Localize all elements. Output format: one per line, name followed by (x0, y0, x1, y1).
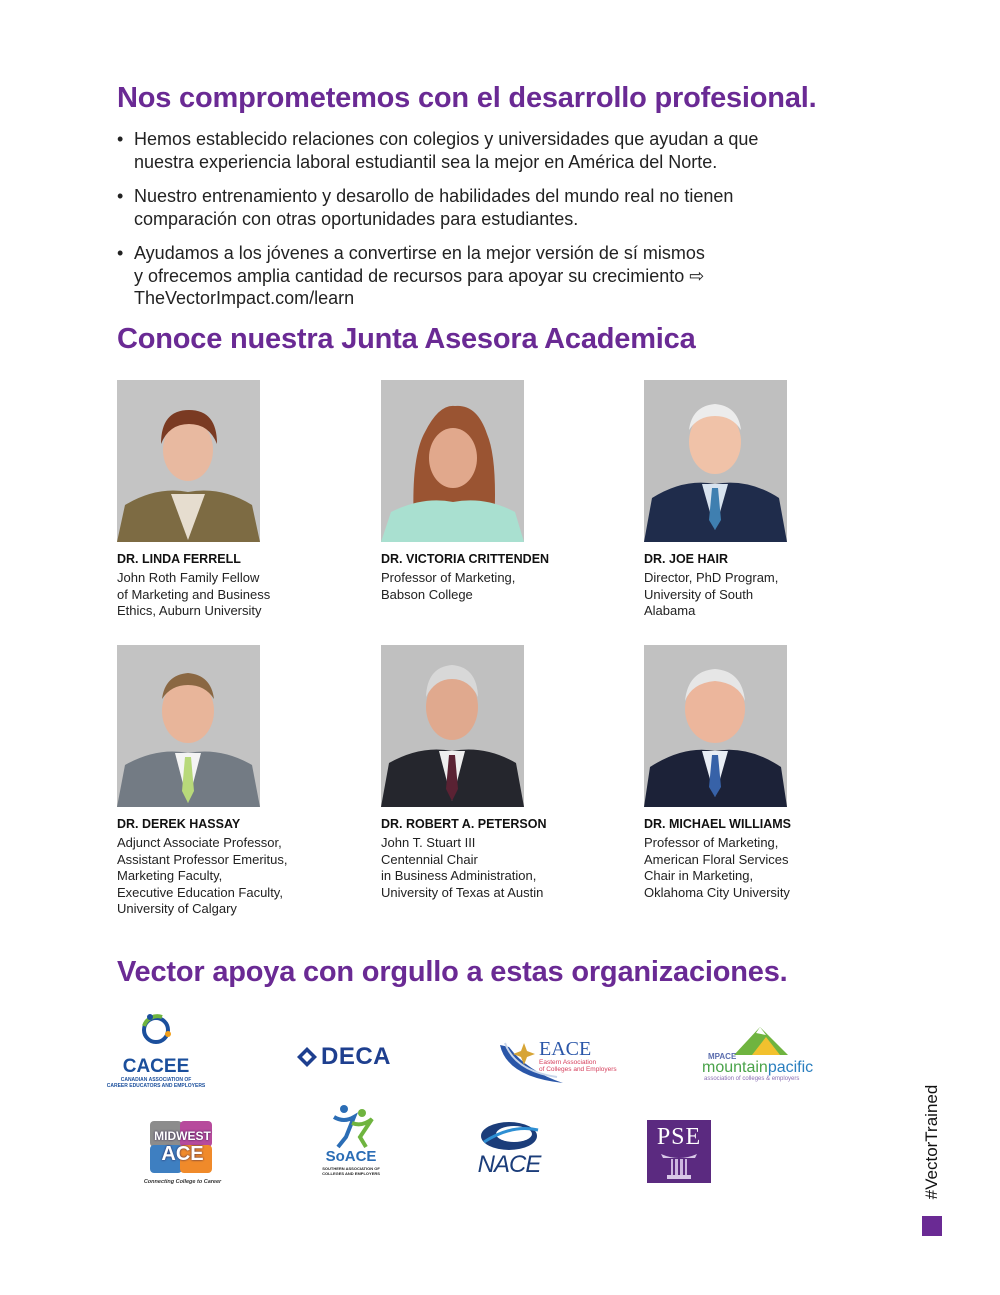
member-name: DR. JOE HAIR (644, 552, 729, 566)
deca-name: DECA (321, 1043, 392, 1070)
member-title (117, 570, 317, 620)
title-line: Oklahoma City University (644, 884, 790, 900)
eace-tagline (539, 1059, 617, 1073)
nace-logo (472, 1118, 546, 1178)
member-title (381, 570, 581, 603)
orgs-heading: Vector apoya con orgullo a estas organizaciones. (117, 956, 788, 988)
title-line: Professor of Marketing, (644, 835, 779, 850)
tagline-line: CAREER EDUCATORS AND EMPLOYERS (106, 1083, 206, 1089)
tagline-line: SOUTHERN ASSOCIATION OF (322, 1166, 380, 1171)
title-line: Centennial Chair (381, 851, 478, 867)
eace-logo (497, 1037, 623, 1087)
list-item (117, 128, 877, 173)
hashtag-text: #VectorTrained (922, 1084, 941, 1200)
title-line: in Business Administration, (381, 868, 537, 883)
mpace-abbr: MPACE (708, 1052, 737, 1061)
midwest-ace-logo (140, 1115, 225, 1191)
bullet-line: y ofrecemos amplia cantidad de recursos para apoyar su crecimiento ⇨ (134, 265, 705, 286)
learn-link[interactable]: TheVectorImpact.com/learn (134, 288, 355, 308)
title-line: Alabama (644, 603, 696, 618)
midwest-ace-text: ACE (161, 1143, 204, 1165)
title-line: Professor of Marketing, (381, 570, 516, 585)
bullet-line: • Nuestro entrenamiento y desarollo de habilidades del mundo real no tienen (134, 186, 734, 206)
column-icon (647, 1152, 711, 1182)
board-heading: Conoce nuestra Junta Asesora Academica (117, 323, 696, 355)
tagline-line: CANADIAN ASSOCIATION OF (120, 1077, 192, 1083)
eace-name: EACE (539, 1038, 592, 1060)
soace-name (320, 1149, 382, 1165)
member-photo (117, 380, 260, 542)
board-member (117, 380, 317, 620)
title-line: Executive Education Faculty, (117, 884, 283, 900)
cacee-logo (104, 1012, 208, 1092)
member-photo (644, 645, 787, 807)
member-name: DR. DEREK HASSAY (117, 817, 241, 831)
member-photo (381, 645, 524, 807)
hashtag-square (922, 1216, 942, 1236)
member-name: DR. MICHAEL WILLIAMS (644, 817, 791, 831)
cacee-emblem-icon (104, 1012, 208, 1052)
mpace-tagline: association of colleges & employers (704, 1076, 800, 1082)
member-photo (381, 380, 524, 542)
member-title (381, 835, 581, 901)
nace-name: NACE (477, 1151, 541, 1178)
member-title (644, 835, 844, 901)
title-line: University of South (644, 586, 754, 602)
title-line: Director, PhD Program, (644, 570, 779, 585)
member-photo (644, 380, 787, 542)
bullet-line: • Ayudamos a los jóvenes a convertirse en la mejor versión de sí mismos (134, 243, 705, 263)
cacee-tagline (104, 1077, 208, 1089)
title-line: University of Texas at Austin (381, 884, 544, 900)
tagline-line: Eastern Association (539, 1059, 597, 1066)
commitment-list (117, 128, 877, 322)
list-item (117, 185, 877, 230)
mpace-name-part: pacific (767, 1059, 814, 1076)
title-line: Babson College (381, 586, 473, 602)
member-photo (117, 645, 260, 807)
midwest-name: MIDWEST (154, 1129, 211, 1143)
title-line: University of Calgary (117, 901, 237, 916)
list-item (117, 242, 877, 310)
soace-tagline (320, 1166, 382, 1176)
board-member (117, 645, 317, 918)
deca-diamond-icon (296, 1046, 318, 1068)
nace-swirl-icon (472, 1118, 546, 1152)
pse-logo (647, 1120, 711, 1183)
tagline-line: COLLEGES AND EMPLOYERS (322, 1171, 380, 1176)
tagline-line: of Colleges and Employers (539, 1066, 617, 1073)
title-line: Ethics, Auburn University (117, 603, 262, 618)
board-member (644, 645, 844, 901)
midwest-tagline: Connecting College to Career (143, 1179, 222, 1185)
title-line: Adjunct Associate Professor, (117, 835, 282, 850)
soace-logo (320, 1103, 382, 1181)
soace-name-text: SoACE (325, 1148, 377, 1165)
cacee-name: CACEE (122, 1056, 190, 1077)
bullet-line: • Hemos establecido relaciones con colegios y universidades que ayudan a que (134, 129, 759, 149)
member-name: DR. ROBERT A. PETERSON (381, 817, 547, 831)
title-line: American Floral Services (644, 851, 789, 867)
mpace-logo (700, 1023, 816, 1085)
pse-name: PSE (656, 1124, 702, 1150)
hashtag-tag (920, 1072, 942, 1237)
title-line: Assistant Professor Emeritus, (117, 851, 288, 867)
board-member (381, 380, 581, 603)
board-member (381, 645, 581, 901)
bullet-line: nuestra experiencia laboral estudiantil sea la mejor en América del Norte. (134, 151, 718, 172)
commitment-heading: Nos comprometemos con el desarrollo profesional. (117, 82, 817, 114)
member-name: DR. VICTORIA CRITTENDEN (381, 552, 550, 566)
title-line: of Marketing and Business (117, 586, 271, 602)
soace-figures-icon (320, 1103, 382, 1151)
deca-logo (296, 1043, 402, 1071)
title-line: Chair in Marketing, (644, 868, 754, 883)
member-title (117, 835, 317, 918)
title-line: John Roth Family Fellow (117, 570, 260, 585)
mpace-name (702, 1060, 813, 1076)
title-line: Marketing Faculty, (117, 868, 223, 883)
board-member (644, 380, 844, 620)
mpace-name-part: mountain (702, 1059, 768, 1076)
bullet-line: comparación con otras oportunidades para estudiantes. (134, 208, 579, 229)
title-line: John T. Stuart III (381, 835, 476, 850)
member-name: DR. LINDA FERRELL (117, 552, 241, 566)
member-title (644, 570, 844, 620)
